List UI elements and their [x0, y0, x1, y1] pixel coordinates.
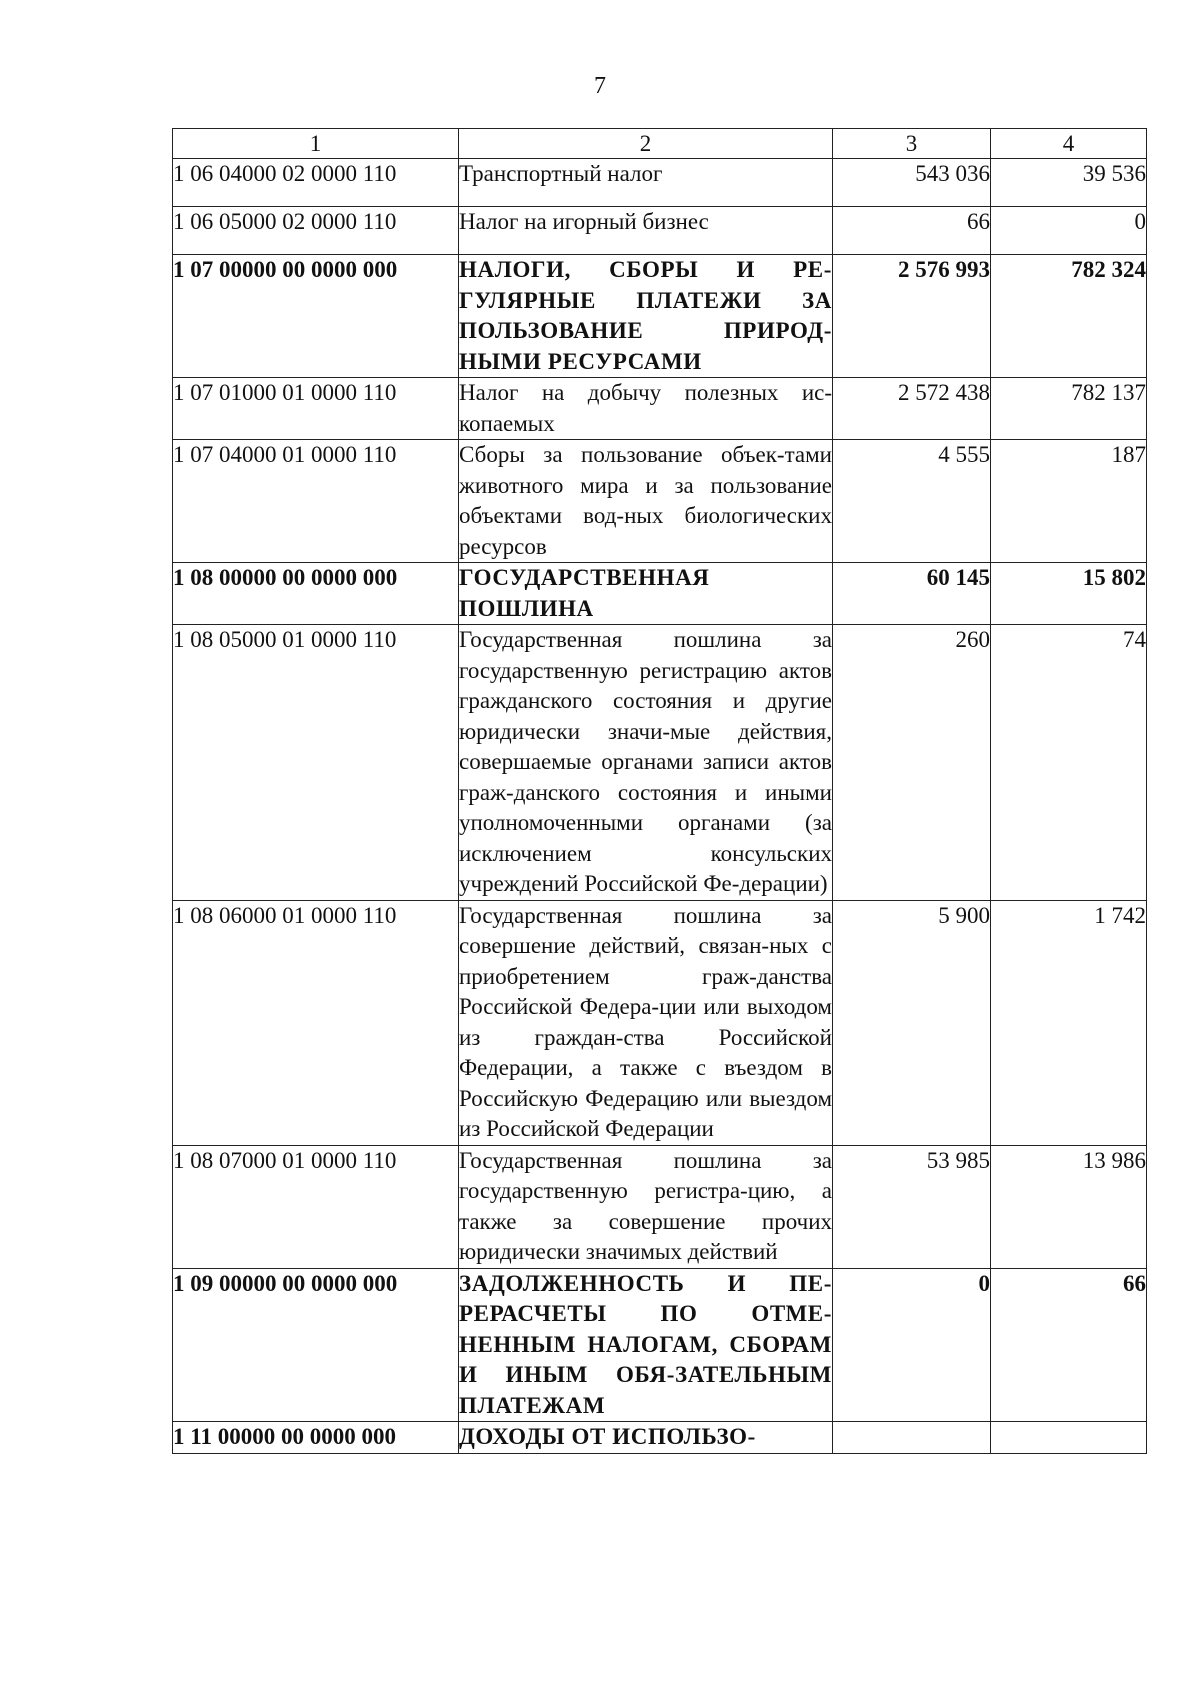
- revenue-name: Сборы за пользование объек-тами животного мира и за пользование объектами вод-ных биологических ресурсов: [459, 440, 833, 563]
- column-header-2: 2: [459, 129, 833, 159]
- budget-code: 1 08 06000 01 0000 110: [173, 900, 459, 1145]
- amount-col3: 5 900: [833, 900, 991, 1145]
- budget-code: 1 06 05000 02 0000 110: [173, 207, 459, 255]
- amount-col4: 13 986: [991, 1145, 1147, 1268]
- revenue-name: ДОХОДЫ ОТ ИСПОЛЬЗО-: [459, 1422, 833, 1454]
- amount-col4: 39 536: [991, 159, 1147, 207]
- budget-code: 1 06 04000 02 0000 110: [173, 159, 459, 207]
- table-row-section: [173, 1422, 1147, 1454]
- table-row: [173, 625, 1147, 901]
- budget-code: 1 08 00000 00 0000 000: [173, 563, 459, 625]
- amount-col4: 0: [991, 207, 1147, 255]
- amount-col3: 53 985: [833, 1145, 991, 1268]
- amount-col4: 187: [991, 440, 1147, 563]
- budget-code: 1 07 01000 01 0000 110: [173, 378, 459, 440]
- budget-revenue-table: [172, 128, 1147, 1454]
- table-row-section: [173, 1268, 1147, 1422]
- table-row-section: [173, 255, 1147, 378]
- amount-col4: 782 137: [991, 378, 1147, 440]
- amount-col3: 0: [833, 1268, 991, 1422]
- revenue-name: Государственная пошлина за государственную регистра-цию, а также за совершение прочих юридически значимых действий: [459, 1145, 833, 1268]
- budget-code: 1 08 07000 01 0000 110: [173, 1145, 459, 1268]
- table-row: [173, 440, 1147, 563]
- revenue-name: НАЛОГИ, СБОРЫ И РЕ-ГУЛЯРНЫЕ ПЛАТЕЖИ ЗА ПОЛЬЗОВАНИЕ ПРИРОД-НЫМИ РЕСУРСАМИ: [459, 255, 833, 378]
- table-row: [173, 207, 1147, 255]
- amount-col3: 2 572 438: [833, 378, 991, 440]
- amount-col3: [833, 1422, 991, 1454]
- amount-col4: 74: [991, 625, 1147, 901]
- amount-col3: 543 036: [833, 159, 991, 207]
- column-header-3: 3: [833, 129, 991, 159]
- column-header-4: 4: [991, 129, 1147, 159]
- table-row: [173, 159, 1147, 207]
- budget-code: 1 07 04000 01 0000 110: [173, 440, 459, 563]
- column-header-1: 1: [173, 129, 459, 159]
- budget-code: 1 11 00000 00 0000 000: [173, 1422, 459, 1454]
- table-row: [173, 1145, 1147, 1268]
- revenue-name: Налог на игорный бизнес: [459, 207, 833, 255]
- amount-col3: 260: [833, 625, 991, 901]
- amount-col4: 782 324: [991, 255, 1147, 378]
- revenue-name: ГОСУДАРСТВЕННАЯ ПОШЛИНА: [459, 563, 833, 625]
- budget-code: 1 09 00000 00 0000 000: [173, 1268, 459, 1422]
- revenue-name: Государственная пошлина за государственную регистрацию актов гражданского состояния и другие юридически значи-мые действия, совершаемые органами записи актов граж-данского состояния и иными уполномоченными органами (за исключением консульских учреждений Российской Фе-дерации): [459, 625, 833, 901]
- amount-col4: [991, 1422, 1147, 1454]
- column-number-row: [173, 129, 1147, 159]
- amount-col3: 2 576 993: [833, 255, 991, 378]
- table-row-section: [173, 563, 1147, 625]
- table-row: [173, 378, 1147, 440]
- amount-col3: 60 145: [833, 563, 991, 625]
- revenue-name: Транспортный налог: [459, 159, 833, 207]
- revenue-name: ЗАДОЛЖЕННОСТЬ И ПЕ-РЕРАСЧЕТЫ ПО ОТМЕ-НЕННЫМ НАЛОГАМ, СБОРАМ И ИНЫМ ОБЯ-ЗАТЕЛЬНЫМ ПЛАТЕЖАМ: [459, 1268, 833, 1422]
- budget-code: 1 07 00000 00 0000 000: [173, 255, 459, 378]
- amount-col3: 66: [833, 207, 991, 255]
- amount-col4: 1 742: [991, 900, 1147, 1145]
- revenue-name: Налог на добычу полезных ис-копаемых: [459, 378, 833, 440]
- revenue-name: Государственная пошлина за совершение действий, связан-ных с приобретением граж-данства Российской Федера-ции или выходом из граждан-ства Российской Федерации, а также с въездом в Российскую Федерацию или выездом из Российской Федерации: [459, 900, 833, 1145]
- amount-col4: 15 802: [991, 563, 1147, 625]
- amount-col3: 4 555: [833, 440, 991, 563]
- table-row: [173, 900, 1147, 1145]
- page-number: 7: [594, 73, 606, 99]
- amount-col4: 66: [991, 1268, 1147, 1422]
- budget-code: 1 08 05000 01 0000 110: [173, 625, 459, 901]
